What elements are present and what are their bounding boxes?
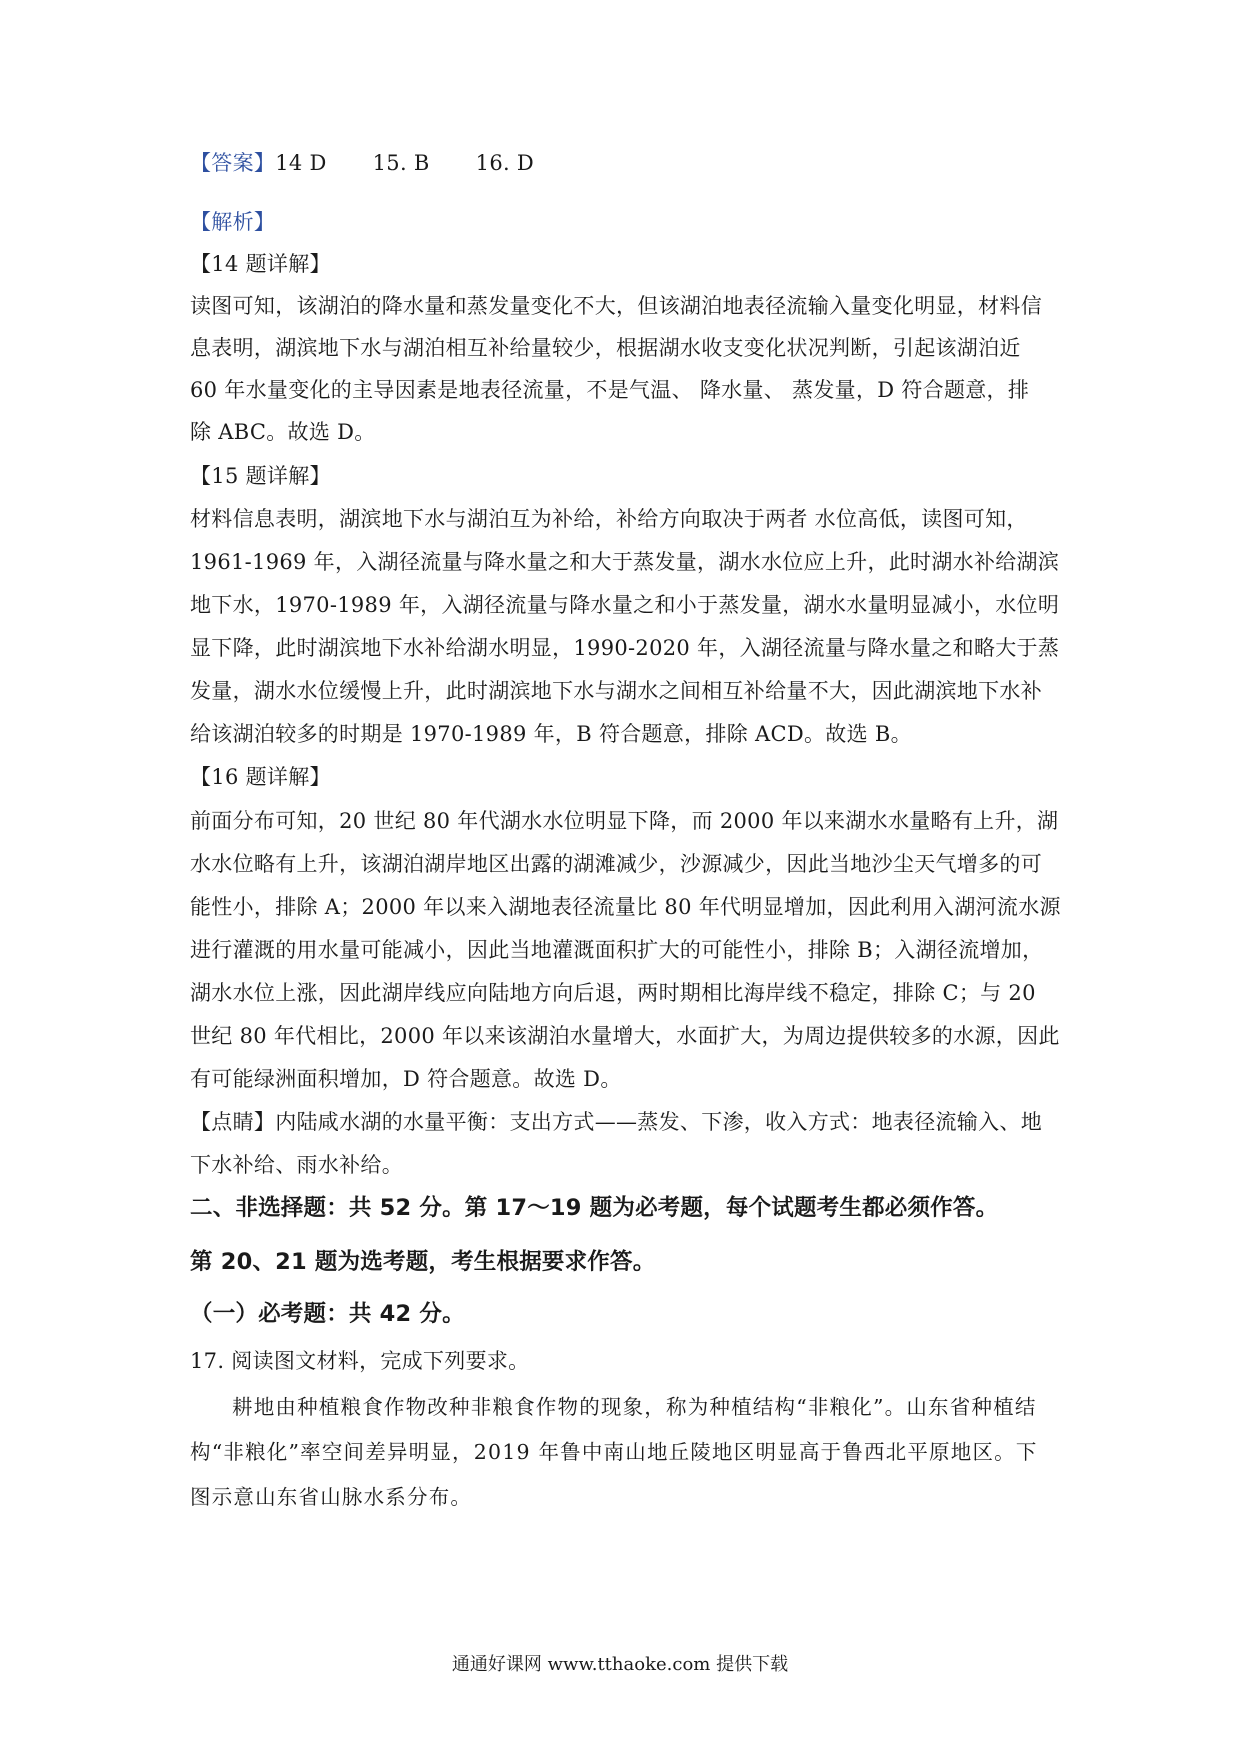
q16-line-4: 进行灌溉的用水量可能减小，因此当地灌溉面积扩大的可能性小，排除 B；入湖径流增加， (190, 938, 1044, 962)
answer-line (190, 148, 1060, 178)
q16-line-6: 世纪 80 年代相比，2000 年以来该湖泊水量增大，水面扩大，为周边提供较多的水源，因此 (190, 1024, 1060, 1048)
tip-line-2: 下水补给、雨水补给。 (190, 1153, 403, 1177)
q17-material-line-3: 图示意山东省山脉水系分布。 (190, 1485, 473, 1509)
q15-line-4: 显下降，此时湖滨地下水补给湖水明显，1990-2020 年，入湖径流量与降水量之和略大于蒸 (190, 636, 1060, 660)
section2-title-2: 第 20、21 题为选考题，考生根据要求作答。 (190, 1249, 656, 1275)
tip-line-1: 【点睛】内陆咸水湖的水量平衡：支出方式——蒸发、下渗，收入方式：地表径流输入、地 (190, 1110, 1042, 1134)
answer-15: 15. B (372, 151, 430, 175)
q16-line-2: 水水位略有上升，该湖泊湖岸地区出露的湖滩减少，沙源减少，因此当地沙尘天气增多的可 (190, 852, 1042, 876)
section2-subtitle: （一）必考题：共 42 分。 (190, 1301, 465, 1327)
q14-line-4: 除 ABC。故选 D。 (190, 420, 376, 444)
q17-prompt: 17. 阅读图文材料，完成下列要求。 (190, 1349, 530, 1373)
answer-label: 【答案】 (190, 151, 276, 175)
q15-line-2: 1961-1969 年，入湖径流量与降水量之和大于蒸发量，湖水水位应上升，此时湖水补给湖滨 (190, 550, 1060, 574)
q16-line-5: 湖水水位上涨，因此湖岸线应向陆地方向后退，两时期相比海岸线不稳定，排除 C；与 20 (190, 981, 1036, 1005)
q15-line-1: 材料信息表明，湖滨地下水与湖泊互为补给，补给方向取决于两者 水位高低，读图可知， (190, 507, 1028, 531)
analysis-label: 【解析】 (190, 210, 276, 234)
q16-line-3: 能性小，排除 A；2000 年以来入湖地表径流量比 80 年代明显增加，因此利用入湖河流水源 (190, 895, 1061, 919)
q15-line-3: 地下水，1970-1989 年，入湖径流量与降水量之和小于蒸发量，湖水水量明显减小，水位明 (190, 593, 1060, 617)
q14-line-2: 息表明，湖滨地下水与湖泊相互补给量较少，根据湖水收支变化状况判断，引起该湖泊近 (190, 336, 1021, 360)
answer-16: 16. D (475, 151, 535, 175)
q16-line-1: 前面分布可知，20 世纪 80 年代湖水水位明显下降，而 2000 年以来湖水水量略有上升，湖 (190, 809, 1059, 833)
q14-line-3: 60 年水量变化的主导因素是地表径流量，不是气温、 降水量、 蒸发量，D 符合题意，排 (190, 378, 1030, 402)
q15-line-5: 发量，湖水水位缓慢上升，此时湖滨地下水与湖水之间相互补给量不大，因此湖滨地下水补 (190, 679, 1042, 703)
q17-material-line-2: 构“非粮化”率空间差异明显，2019 年鲁中南山地丘陵地区明显高于鲁西北平原地区。下 (190, 1440, 1038, 1464)
q15-heading: 【15 题详解】 (190, 464, 331, 488)
q14-heading: 【14 题详解】 (190, 252, 331, 276)
q14-line-1: 读图可知，该湖泊的降水量和蒸发量变化不大，但该湖泊地表径流输入量变化明显，材料信 (190, 294, 1042, 318)
q16-heading: 【16 题详解】 (190, 765, 331, 789)
q17-material-line-1: 耕地由种植粮食作物改种非粮食作物的现象，称为种植结构“非粮化”。山东省种植结 (232, 1395, 1037, 1419)
answer-14: 14 D (275, 151, 327, 175)
q16-line-7: 有可能绿洲面积增加，D 符合题意。故选 D。 (190, 1067, 622, 1091)
section2-title-1: 二、非选择题：共 52 分。第 17～19 题为必考题，每个试题考生都必须作答。 (190, 1195, 999, 1221)
page-footer: 通通好课网 www.tthaoke.com 提供下载 (451, 1654, 789, 1675)
q15-line-6: 给该湖泊较多的时期是 1970-1989 年，B 符合题意，排除 ACD。故选 B。 (190, 722, 912, 746)
